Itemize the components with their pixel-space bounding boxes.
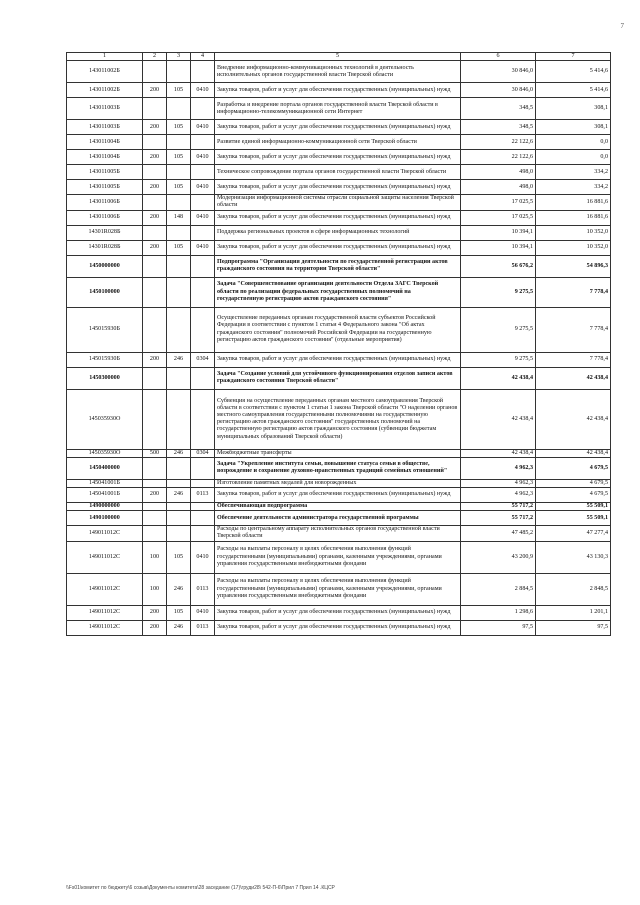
- cell-code: 145041001Б: [67, 479, 143, 487]
- table-row: [67, 457, 611, 479]
- cell-code: 14301R028Б: [67, 225, 143, 240]
- cell-desc: Расходы на выплаты персоналу в целях обеспечения выполнения функций государственными (муниципальными) органами, казенными учреждениями, органами управления государственными внебюджетными фондами: [215, 573, 461, 605]
- cell-c2: 200: [143, 240, 167, 255]
- cell-code: 1450300000: [67, 367, 143, 389]
- cell-c4: [191, 195, 215, 210]
- cell-c4: [191, 479, 215, 487]
- cell-v6: 4 962,3: [461, 479, 536, 487]
- cell-c2: [143, 526, 167, 541]
- cell-desc: Субвенция на осуществление переданных органам местного самоуправления Тверской области в соответствии с пунктом 1 статьи 1 закона Тверской области "О наделении органов местного самоуправления государственными полномочиями на государственную регистрацию актов гражданского состояния" государственных полномочий на государственную регистрацию актов гражданского состояния (субвенции бюджетам муниципальных образований Тверской области): [215, 389, 461, 449]
- cell-desc: Расходы на выплаты персоналу в целях обеспечения выполнения функций государственными (муниципальными) органами, казенными учреждениями, органами управления государственными внебюджетными фондами: [215, 541, 461, 573]
- cell-desc: Закупка товаров, работ и услуг для обеспечения государственных (муниципальных) нужд: [215, 620, 461, 635]
- cell-v7: 97,5: [536, 620, 611, 635]
- cell-v7: 10 352,0: [536, 225, 611, 240]
- cell-desc: Развитие единой информационно-коммуникационной сети Тверской области: [215, 135, 461, 150]
- cell-c2: 200: [143, 180, 167, 195]
- cell-c4: [191, 165, 215, 180]
- cell-code: 143011006Б: [67, 210, 143, 225]
- cell-v6: 43 200,9: [461, 541, 536, 573]
- cell-desc: Изготовление памятных медалей для новорожденных: [215, 479, 461, 487]
- cell-desc: Задача "Создание условий для устойчивого функционирования отделов записи актов гражданского состояния Тверской области": [215, 367, 461, 389]
- cell-c4: 0410: [191, 240, 215, 255]
- table-row: [67, 210, 611, 225]
- cell-c2: [143, 307, 167, 352]
- cell-v6: 42 438,4: [461, 389, 536, 449]
- column-header: 7: [536, 53, 611, 61]
- cell-c2: 200: [143, 120, 167, 135]
- cell-c4: 0410: [191, 541, 215, 573]
- cell-c2: [143, 503, 167, 511]
- cell-code: 145035930О: [67, 389, 143, 449]
- cell-c2: [143, 165, 167, 180]
- cell-desc: Закупка товаров, работ и услуг для обеспечения государственных (муниципальных) нужд: [215, 240, 461, 255]
- cell-c3: 148: [167, 210, 191, 225]
- column-header: 6: [461, 53, 536, 61]
- column-header: 4: [191, 53, 215, 61]
- cell-c3: [167, 195, 191, 210]
- table-row: [67, 255, 611, 277]
- cell-v7: 54 896,3: [536, 255, 611, 277]
- cell-c3: [167, 255, 191, 277]
- cell-v7: 308,1: [536, 98, 611, 120]
- table-row: [67, 225, 611, 240]
- cell-v7: 16 881,6: [536, 210, 611, 225]
- cell-v6: 9 275,5: [461, 277, 536, 307]
- cell-c2: 200: [143, 210, 167, 225]
- cell-v6: 17 025,5: [461, 195, 536, 210]
- cell-desc: Обеспечение деятельности администратора государственной программы: [215, 511, 461, 526]
- cell-v6: 22 122,6: [461, 135, 536, 150]
- cell-c4: 0304: [191, 352, 215, 367]
- cell-code: 145035930О: [67, 449, 143, 457]
- cell-v7: 2 848,5: [536, 573, 611, 605]
- table-row: [67, 605, 611, 620]
- cell-desc: Подпрограмма "Организация деятельности по государственной регистрации актов гражданского состояния на территории Тверской области": [215, 255, 461, 277]
- cell-c4: 0410: [191, 605, 215, 620]
- cell-c3: 105: [167, 180, 191, 195]
- cell-v7: 308,1: [536, 120, 611, 135]
- cell-c4: [191, 389, 215, 449]
- table-row: [67, 307, 611, 352]
- cell-c3: [167, 479, 191, 487]
- cell-c2: [143, 479, 167, 487]
- cell-code: 143011003Б: [67, 98, 143, 120]
- cell-code: 149011012С: [67, 541, 143, 573]
- cell-c3: [167, 165, 191, 180]
- table-row: [67, 620, 611, 635]
- footer-file-path: \\Fs01\комитет по бюджету\6 созыв\Документы комитета\28 заседание (17)\груди28\ 542-П-6\Прил 7 Прил 14 .КЦСР: [66, 885, 335, 891]
- cell-code: 145015930Б: [67, 307, 143, 352]
- cell-c3: 105: [167, 605, 191, 620]
- cell-code: 143011005Б: [67, 165, 143, 180]
- cell-code: 149011012С: [67, 605, 143, 620]
- cell-c3: [167, 511, 191, 526]
- cell-code: 1450400000: [67, 457, 143, 479]
- cell-c2: [143, 511, 167, 526]
- cell-desc: Закупка товаров, работ и услуг для обеспечения государственных (муниципальных) нужд: [215, 352, 461, 367]
- cell-c3: [167, 389, 191, 449]
- cell-c4: [191, 503, 215, 511]
- cell-c2: [143, 457, 167, 479]
- cell-code: 149011012С: [67, 620, 143, 635]
- cell-c2: [143, 225, 167, 240]
- cell-c2: [143, 195, 167, 210]
- cell-c4: 0410: [191, 120, 215, 135]
- table-row: [67, 180, 611, 195]
- cell-desc: Задача "Укрепление института семьи, повышение статуса семьи в обществе, возрождение и сохранение духовно-нравственных традиций семейных отношений": [215, 457, 461, 479]
- cell-c3: [167, 135, 191, 150]
- table-row: [67, 240, 611, 255]
- cell-c4: [191, 61, 215, 83]
- cell-c4: [191, 511, 215, 526]
- cell-code: 143011002Б: [67, 61, 143, 83]
- cell-c3: 246: [167, 573, 191, 605]
- column-header: 3: [167, 53, 191, 61]
- cell-desc: Закупка товаров, работ и услуг для обеспечения государственных (муниципальных) нужд: [215, 83, 461, 98]
- table-row: [67, 120, 611, 135]
- table-row: [67, 195, 611, 210]
- cell-c3: 105: [167, 83, 191, 98]
- table-row: [67, 165, 611, 180]
- table-row: [67, 367, 611, 389]
- cell-v6: 498,0: [461, 180, 536, 195]
- cell-v7: 4 679,5: [536, 457, 611, 479]
- cell-c4: [191, 225, 215, 240]
- cell-v6: 10 394,1: [461, 240, 536, 255]
- cell-c3: [167, 526, 191, 541]
- cell-v7: 47 277,4: [536, 526, 611, 541]
- cell-c4: [191, 367, 215, 389]
- cell-code: 143011004Б: [67, 150, 143, 165]
- cell-code: 149011012С: [67, 573, 143, 605]
- cell-c2: [143, 255, 167, 277]
- table-row: [67, 479, 611, 487]
- cell-v7: 16 881,6: [536, 195, 611, 210]
- cell-code: 143011006Б: [67, 195, 143, 210]
- cell-c2: 100: [143, 541, 167, 573]
- cell-v6: 55 717,2: [461, 511, 536, 526]
- cell-v7: 4 679,5: [536, 479, 611, 487]
- cell-code: 1490100000: [67, 511, 143, 526]
- cell-v7: 0,0: [536, 150, 611, 165]
- cell-desc: Межбюджетные трансферты: [215, 449, 461, 457]
- cell-c2: [143, 61, 167, 83]
- cell-c4: [191, 135, 215, 150]
- cell-c3: [167, 225, 191, 240]
- table-row: [67, 389, 611, 449]
- budget-table: [66, 52, 611, 636]
- table-row: [67, 503, 611, 511]
- cell-c3: [167, 277, 191, 307]
- cell-desc: Обеспечивающая подпрограмма: [215, 503, 461, 511]
- cell-c3: 246: [167, 620, 191, 635]
- cell-code: 143011004Б: [67, 135, 143, 150]
- cell-v6: 10 394,1: [461, 225, 536, 240]
- cell-c2: 200: [143, 620, 167, 635]
- cell-v7: 42 438,4: [536, 449, 611, 457]
- cell-c2: [143, 135, 167, 150]
- cell-code: 1450100000: [67, 277, 143, 307]
- cell-c2: [143, 367, 167, 389]
- column-header: 5: [215, 53, 461, 61]
- column-header: 1: [67, 53, 143, 61]
- cell-code: 1490000000: [67, 503, 143, 511]
- cell-v7: 5 414,6: [536, 61, 611, 83]
- table-row: [67, 573, 611, 605]
- cell-v6: 17 025,5: [461, 210, 536, 225]
- cell-desc: Модернизация информационной системы отрасли социальной защиты населения Тверской области: [215, 195, 461, 210]
- cell-v6: 56 676,2: [461, 255, 536, 277]
- cell-c3: 246: [167, 352, 191, 367]
- cell-desc: Закупка товаров, работ и услуг для обеспечения государственных (муниципальных) нужд: [215, 150, 461, 165]
- cell-desc: Поддержка региональных проектов в сфере информационных технологий: [215, 225, 461, 240]
- table-row: [67, 135, 611, 150]
- cell-c3: 105: [167, 150, 191, 165]
- table-row: [67, 277, 611, 307]
- cell-code: 149011012С: [67, 526, 143, 541]
- cell-v6: 2 884,5: [461, 573, 536, 605]
- cell-code: 1450000000: [67, 255, 143, 277]
- cell-code: 143011003Б: [67, 120, 143, 135]
- cell-v7: 0,0: [536, 135, 611, 150]
- cell-c4: 0410: [191, 210, 215, 225]
- cell-c4: 0410: [191, 150, 215, 165]
- cell-v7: 4 679,5: [536, 488, 611, 503]
- cell-c4: 0113: [191, 620, 215, 635]
- cell-v7: 5 414,6: [536, 83, 611, 98]
- cell-c2: [143, 277, 167, 307]
- cell-c3: 105: [167, 541, 191, 573]
- cell-v6: 4 962,3: [461, 488, 536, 503]
- table-row: [67, 83, 611, 98]
- cell-c2: 100: [143, 573, 167, 605]
- cell-v7: 7 778,4: [536, 352, 611, 367]
- cell-c4: 0410: [191, 83, 215, 98]
- cell-c4: [191, 277, 215, 307]
- cell-c2: 200: [143, 488, 167, 503]
- cell-v7: 43 130,3: [536, 541, 611, 573]
- cell-c4: [191, 98, 215, 120]
- cell-desc: Расходы по центральному аппарату исполнительных органов государственной власти Тверской области: [215, 526, 461, 541]
- cell-c4: [191, 457, 215, 479]
- cell-c3: [167, 307, 191, 352]
- cell-v7: 7 778,4: [536, 277, 611, 307]
- cell-code: 14301R028Б: [67, 240, 143, 255]
- cell-c3: [167, 457, 191, 479]
- cell-v7: 334,2: [536, 165, 611, 180]
- cell-c4: [191, 307, 215, 352]
- cell-c3: [167, 367, 191, 389]
- cell-v7: 334,2: [536, 180, 611, 195]
- table-row: [67, 526, 611, 541]
- cell-code: 145041001Б: [67, 488, 143, 503]
- cell-v7: 42 438,4: [536, 367, 611, 389]
- cell-desc: Осуществление переданных органам государственной власти субъектов Российской Федерации в соответствии с пунктом 1 статьи 4 Федерального закона "Об актах гражданского состояния" полномочий Российской Федерации на государственную регистрацию актов гражданского состояния" (отдельные мероприятия): [215, 307, 461, 352]
- cell-v6: 30 846,0: [461, 61, 536, 83]
- cell-desc: Закупка товаров, работ и услуг для обеспечения государственных (муниципальных) нужд: [215, 210, 461, 225]
- cell-code: 143011002Б: [67, 83, 143, 98]
- cell-code: 145015930Б: [67, 352, 143, 367]
- page-number: 7: [620, 22, 624, 30]
- cell-c2: [143, 389, 167, 449]
- cell-v6: 55 717,2: [461, 503, 536, 511]
- cell-c4: 0113: [191, 573, 215, 605]
- cell-c2: 500: [143, 449, 167, 457]
- cell-v7: 10 352,0: [536, 240, 611, 255]
- cell-c4: [191, 255, 215, 277]
- cell-c4: 0304: [191, 449, 215, 457]
- table-header-row: [67, 53, 611, 61]
- cell-v6: 4 962,3: [461, 457, 536, 479]
- cell-v7: 55 509,1: [536, 503, 611, 511]
- cell-c2: [143, 98, 167, 120]
- cell-desc: Задача "Совершенствование организации деятельности Отдела ЗАГС Тверской области по реализации федеральных государственных полномочий на государственную регистрацию актов гражданского состояния": [215, 277, 461, 307]
- cell-c3: 105: [167, 240, 191, 255]
- cell-c3: 246: [167, 488, 191, 503]
- cell-v6: 348,5: [461, 120, 536, 135]
- table-row: [67, 488, 611, 503]
- cell-c3: [167, 503, 191, 511]
- cell-c4: [191, 526, 215, 541]
- cell-v6: 9 275,5: [461, 307, 536, 352]
- cell-v6: 9 275,5: [461, 352, 536, 367]
- cell-v6: 42 438,4: [461, 367, 536, 389]
- cell-c4: 0113: [191, 488, 215, 503]
- cell-c2: 200: [143, 352, 167, 367]
- cell-c3: 105: [167, 120, 191, 135]
- cell-v6: 97,5: [461, 620, 536, 635]
- cell-v7: 1 201,1: [536, 605, 611, 620]
- table-row: [67, 352, 611, 367]
- column-header: 2: [143, 53, 167, 61]
- cell-desc: Внедрение информационно-коммуникационных технологий в деятельность исполнительных органов государственной власти Тверской области: [215, 61, 461, 83]
- table-row: [67, 541, 611, 573]
- cell-v6: 30 846,0: [461, 83, 536, 98]
- cell-v6: 42 438,4: [461, 449, 536, 457]
- cell-v6: 348,5: [461, 98, 536, 120]
- table-row: [67, 61, 611, 83]
- cell-v6: 47 485,2: [461, 526, 536, 541]
- cell-c2: 200: [143, 83, 167, 98]
- cell-c4: 0410: [191, 180, 215, 195]
- cell-c3: [167, 61, 191, 83]
- cell-v7: 42 438,4: [536, 389, 611, 449]
- table-row: [67, 98, 611, 120]
- table-row: [67, 449, 611, 457]
- cell-desc: Закупка товаров, работ и услуг для обеспечения государственных (муниципальных) нужд: [215, 120, 461, 135]
- cell-v6: 498,0: [461, 165, 536, 180]
- cell-desc: Закупка товаров, работ и услуг для обеспечения государственных (муниципальных) нужд: [215, 488, 461, 503]
- table-row: [67, 511, 611, 526]
- cell-c3: 246: [167, 449, 191, 457]
- cell-desc: Закупка товаров, работ и услуг для обеспечения государственных (муниципальных) нужд: [215, 180, 461, 195]
- cell-code: 143011005Б: [67, 180, 143, 195]
- table-row: [67, 150, 611, 165]
- cell-desc: Закупка товаров, работ и услуг для обеспечения государственных (муниципальных) нужд: [215, 605, 461, 620]
- cell-v7: 7 778,4: [536, 307, 611, 352]
- cell-v6: 1 298,6: [461, 605, 536, 620]
- cell-desc: Разработка и внедрение портала органов государственной власти Тверской области в информационно-телекоммуникационной сети Интернет: [215, 98, 461, 120]
- cell-v6: 22 122,6: [461, 150, 536, 165]
- cell-v7: 55 509,1: [536, 511, 611, 526]
- cell-c3: [167, 98, 191, 120]
- cell-desc: Техническое сопровождение портала органов государственной власти Тверской области: [215, 165, 461, 180]
- cell-c2: 200: [143, 605, 167, 620]
- cell-c2: 200: [143, 150, 167, 165]
